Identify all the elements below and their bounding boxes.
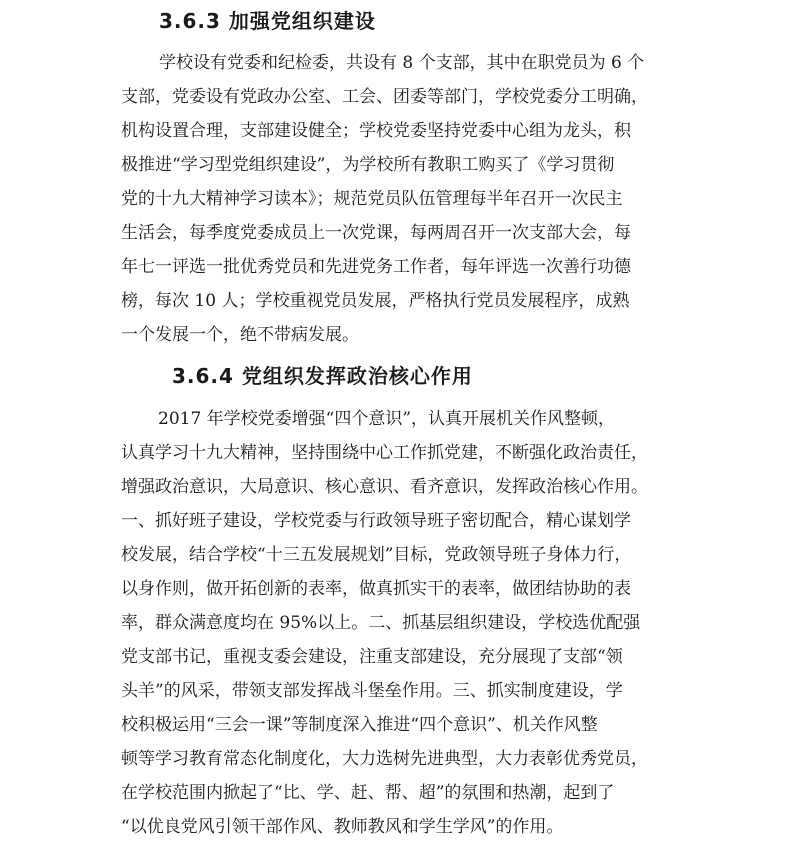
paragraph-line: 2017 年学校党委增强“四个意识”，认真开展机关作风整顿， xyxy=(158,409,616,429)
paragraph-line: “以优良党风引领干部作风、教师教风和学生学风”的作用。 xyxy=(121,817,564,837)
paragraph-line: 生活会，每季度党委成员上一次党课，每两周召开一次支部大会，每 xyxy=(121,223,631,243)
paragraph-line: 在学校范围内掀起了“比、学、赶、帮、超”的氛围和热潮，起到了 xyxy=(121,783,615,803)
paragraph-line: 学校设有党委和纪检委，共设有 8 个支部，其中在职党员为 6 个 xyxy=(159,53,645,73)
paragraph-line: 以身作则，做开拓创新的表率，做真抓实干的表率，做团结协助的表 xyxy=(121,579,631,599)
paragraph-line: 机构设置合理，支部建设健全；学校党委坚持党委中心组为龙头，积 xyxy=(121,121,631,141)
paragraph-line: 支部，党委设有党政办公室、工会、团委等部门，学校党委分工明确， xyxy=(121,87,648,107)
paragraph-line: 增强政治意识，大局意识、核心意识、看齐意识，发挥政治核心作用。 xyxy=(121,477,648,497)
paragraph-party-organization-building xyxy=(121,46,681,352)
paragraph-line: 一、抓好班子建设，学校党委与行政领导班子密切配合，精心谋划学 xyxy=(121,511,631,531)
paragraph-line: 党支部书记，重视支委会建设，注重支部建设，充分展现了支部“领 xyxy=(121,647,623,667)
paragraph-line: 顿等学习教育常态化制度化，大力选树先进典型，大力表彰优秀党员， xyxy=(121,749,648,769)
paragraph-line: 率，群众满意度均在 95%以上。二、抓基层组织建设，学校选优配强 xyxy=(121,613,641,633)
paragraph-line: 极推进“学习型党组织建设”，为学校所有教职工购买了《学习贯彻 xyxy=(121,155,615,175)
paragraph-line: 认真学习十九大精神，坚持围绕中心工作抓党建，不断强化政治责任， xyxy=(121,443,648,463)
paragraph-line: 一个发展一个，绝不带病发展。 xyxy=(121,325,359,345)
paragraph-line: 榜，每次 10 人；学校重视党员发展，严格执行党员发展程序，成熟 xyxy=(121,291,630,311)
paragraph-political-core-role xyxy=(121,402,681,846)
section-heading-3-6-3: 3.6.3 加强党组织建设 xyxy=(159,9,376,33)
paragraph-line: 年七一评选一批优秀党员和先进党务工作者，每年评选一次善行功德 xyxy=(121,257,631,277)
section-heading-3-6-4: 3.6.4 党组织发挥政治核心作用 xyxy=(172,364,473,388)
paragraph-line: 校发展，结合学校“十三五发展规划”目标，党政领导班子身体力行， xyxy=(121,545,632,565)
paragraph-line: 党的十九大精神学习读本》；规范党员队伍管理每半年召开一次民主 xyxy=(121,189,623,209)
paragraph-line: 校积极运用“三会一课”等制度深入推进“四个意识”、机关作风整 xyxy=(121,715,598,735)
paragraph-line: 头羊”的风采，带领支部发挥战斗堡垒作用。三、抓实制度建设，学 xyxy=(121,681,623,701)
